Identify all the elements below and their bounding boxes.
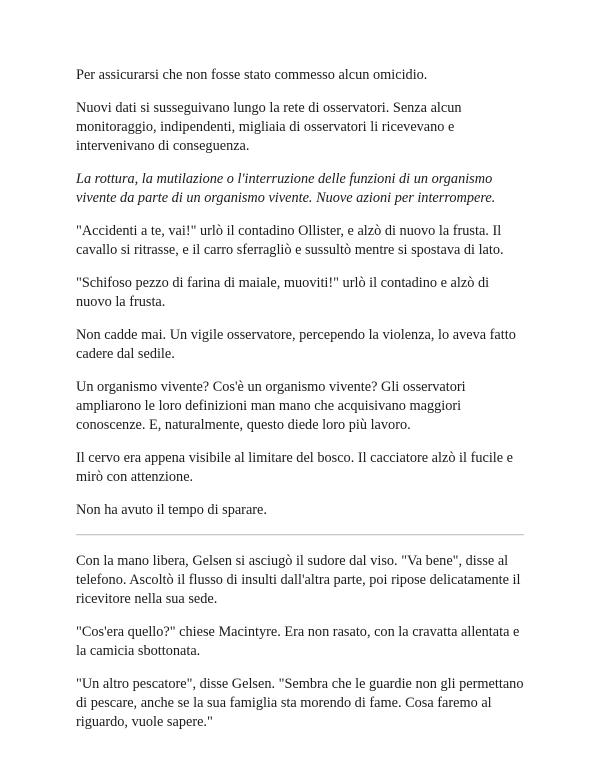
paragraph: "Schifoso pezzo di farina di maiale, muoviti!" urlò il contadino e alzò di nuovo la frusta.: [76, 275, 490, 310]
paragraph: Per assicurarsi che non fosse stato commesso alcun omicidio.: [76, 67, 428, 83]
section-one: [76, 66, 524, 520]
paragraph: Un organismo vivente? Cos'è un organismo vivente? Gli osservatori ampliarono le loro definizioni man mano che acquisivano maggiori conoscenze. E, naturalmente, questo diede loro più lavoro.: [76, 379, 466, 433]
document-page: [76, 66, 524, 746]
paragraph: Con la mano libera, Gelsen si asciugò il sudore dal viso. "Va bene", disse al telefono. Ascoltò il flusso di insulti dall'altra parte, poi ripose delicatamente il ricevitore nella sua sede.: [76, 553, 521, 607]
paragraph: Non cadde mai. Un vigile osservatore, percependo la violenza, lo aveva fatto cadere dal sedile.: [76, 327, 516, 362]
paragraph: "Accidenti a te, vai!" urlò il contadino Ollister, e alzò di nuovo la frusta. Il cavallo si ritrasse, e il carro sferragliò e sussultò mentre si spostava di lato.: [76, 223, 504, 258]
paragraph: Nuovi dati si susseguivano lungo la rete di osservatori. Senza alcun monitoraggio, indipendenti, migliaia di osservatori li ricevevano e intervenivano di conseguenza.: [76, 100, 462, 154]
section-divider: [76, 534, 524, 536]
paragraph: "Cos'era quello?" chiese Macintyre. Era non rasato, con la cravatta allentata e la camicia sbottonata.: [76, 624, 520, 659]
italic-paragraph: La rottura, la mutilazione o l'interruzione delle funzioni di un organismo vivente da parte di un organismo vivente. Nuove azioni per interrompere.: [76, 171, 496, 206]
paragraph: Il cervo era appena visibile al limitare del bosco. Il cacciatore alzò il fucile e mirò con attenzione.: [76, 450, 514, 485]
section-two: [76, 552, 524, 732]
paragraph: Non ha avuto il tempo di sparare.: [76, 502, 267, 518]
paragraph: "Un altro pescatore", disse Gelsen. "Sembra che le guardie non gli permettano di pescare, anche se la sua famiglia sta morendo di fame. Cosa faremo al riguardo, vuole sapere.": [76, 676, 524, 730]
